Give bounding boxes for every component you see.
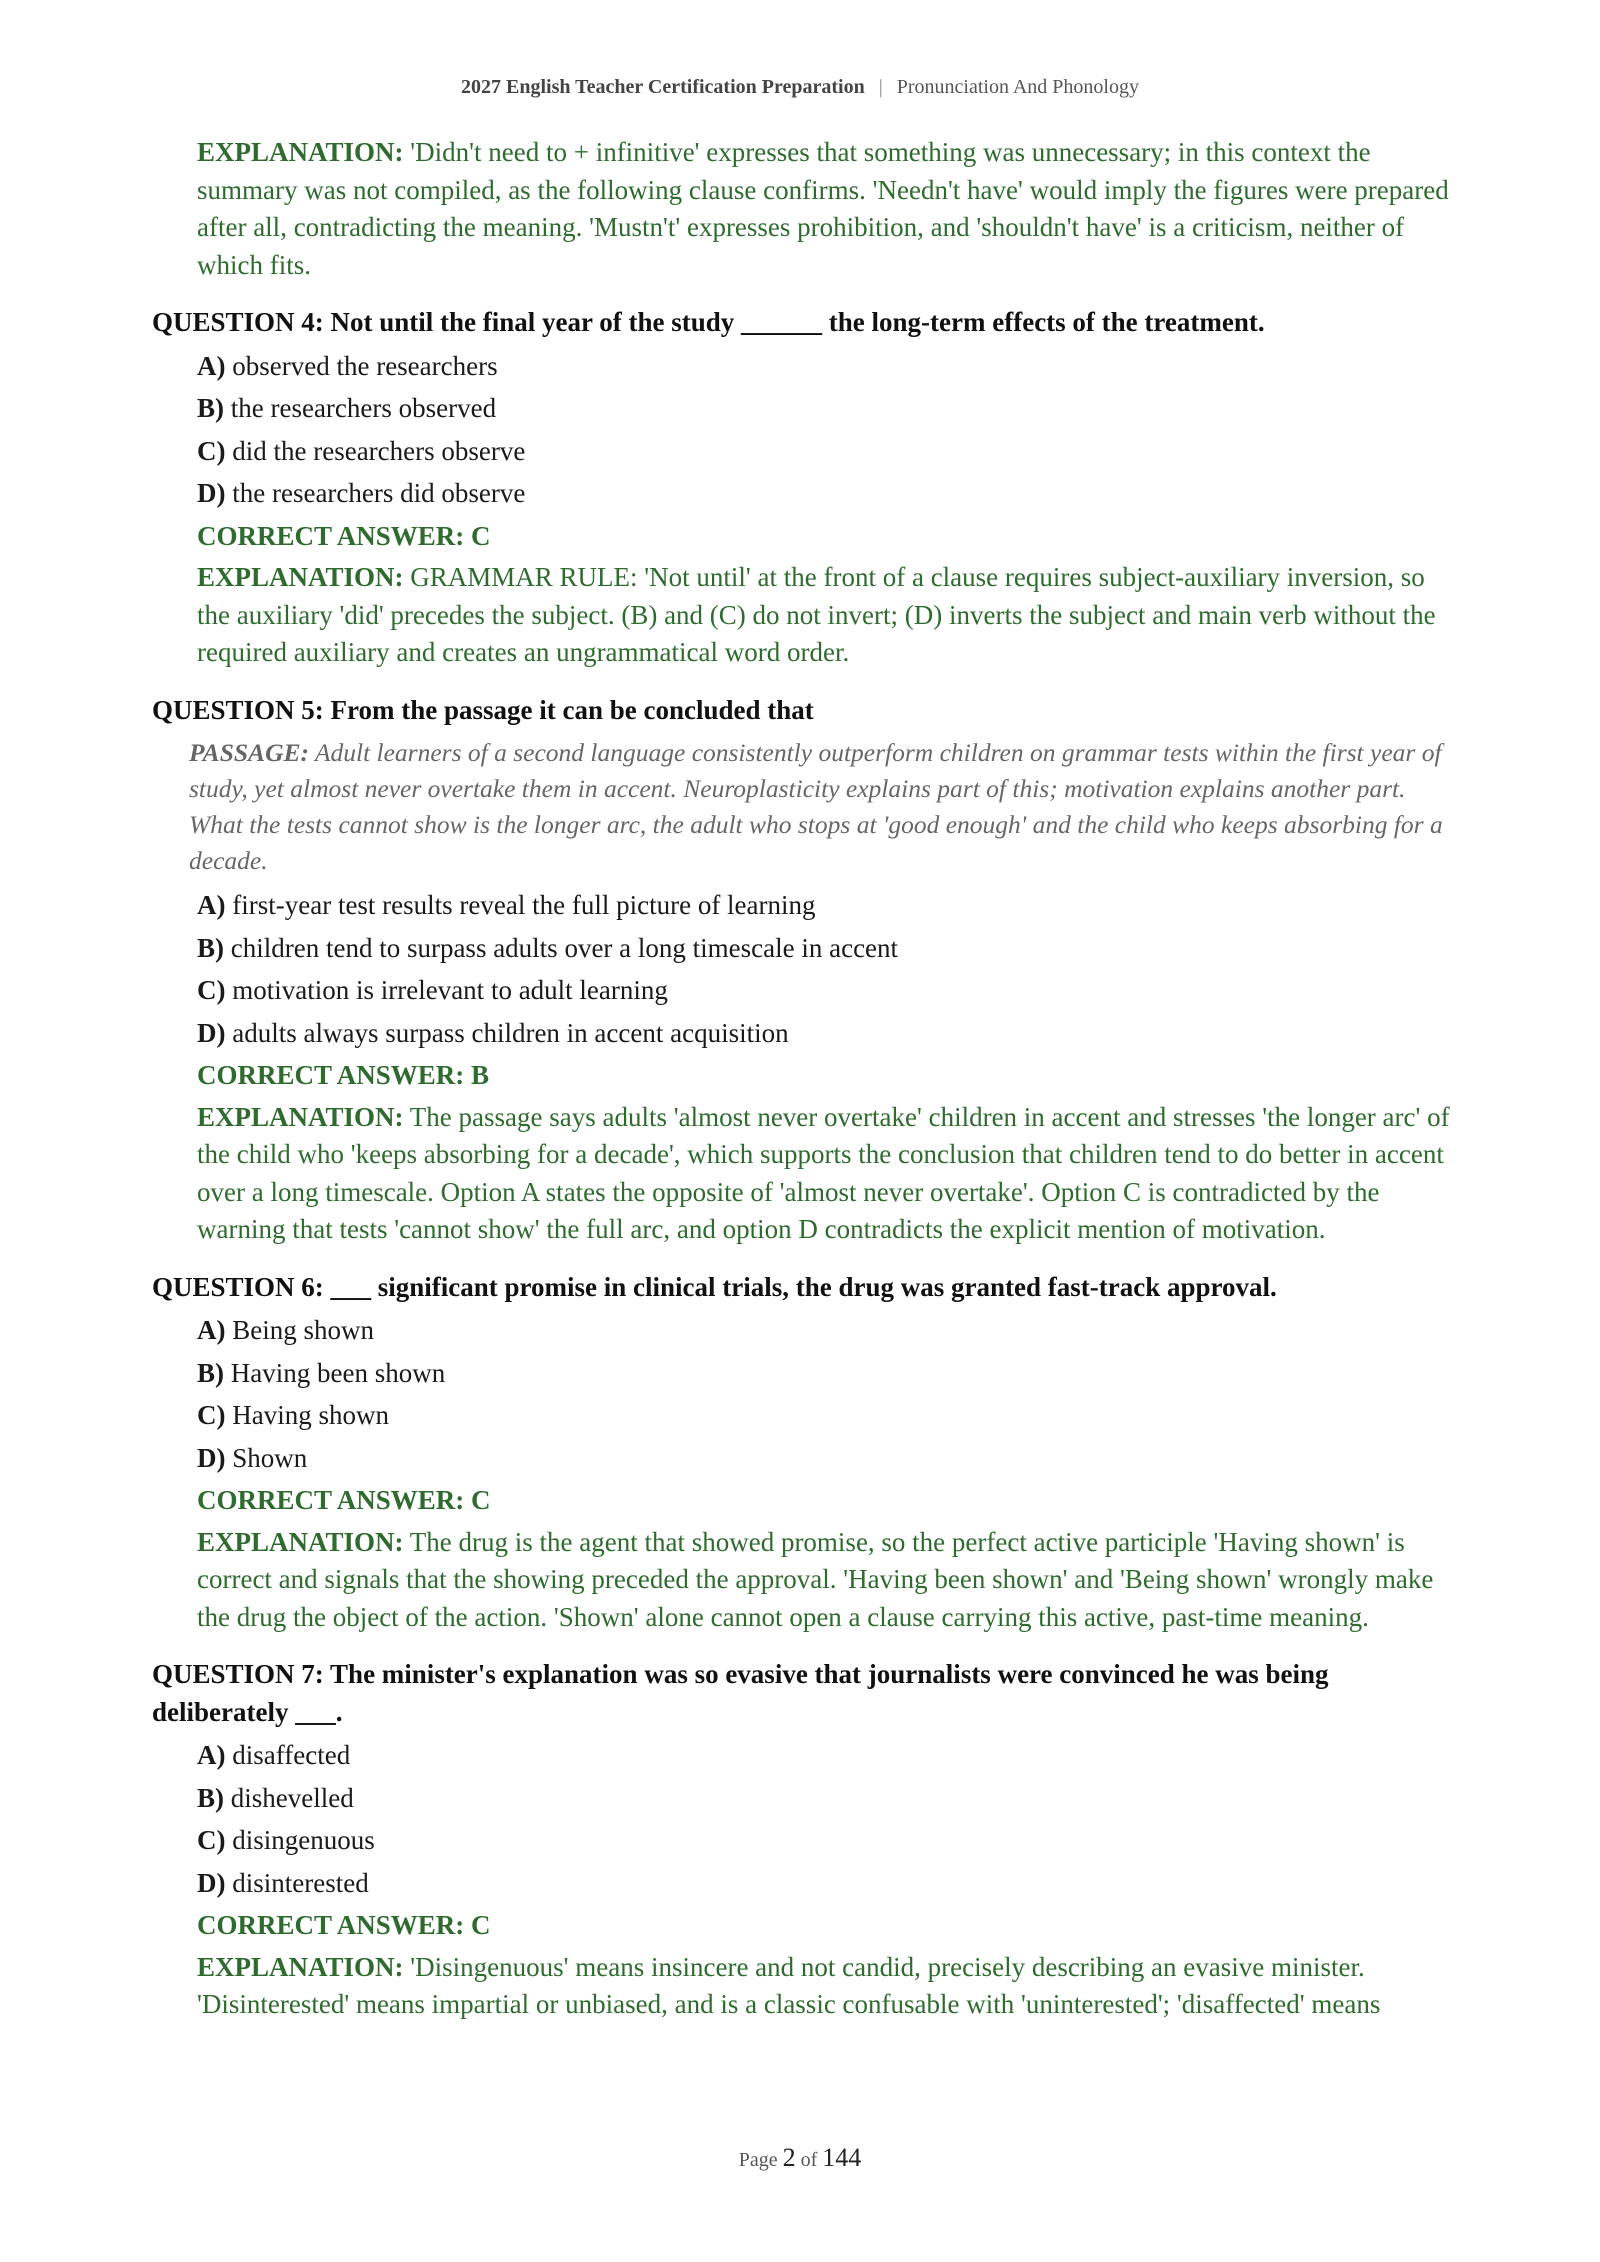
explanation-block [197,1524,1452,1637]
explanation-text: 'Disingenuous' means insincere and not candid, precisely describing an evasive minister. 'Disinterested' means impartial or unbiased, and is a classic confusable with 'uninterested'; 'disaffected' means [197,1951,1381,2019]
option-letter: B) [197,1357,224,1388]
explanation-text: GRAMMAR RULE: 'Not until' at the front of a clause requires subject-auxiliary inversion, so the auxiliary 'did' precedes the subject. (B) and (C) do not invert; (D) inverts the subject and main verb without the required auxiliary and creates an ungrammatical word order. [197,562,1436,667]
reading-passage [189,735,1452,879]
answer-option-d [197,475,1452,513]
explanation-block [197,559,1452,672]
option-letter: A) [197,350,226,381]
option-text: motivation is irrelevant to adult learning [232,975,668,1005]
answer-option-c [197,1822,1452,1860]
explanation-text: 'Didn't need to + infinitive' expresses that something was unnecessary; in this context the summary was not compiled, as the following clause confirms. 'Needn't have' would imply the figures were prepared after all, contradicting the meaning. 'Mustn't' expresses prohibition, and 'shouldn't have' is a criticism, neither of which fits. [197,137,1449,280]
question-stem: QUESTION 5: From the passage it can be concluded that [152,694,814,725]
answer-option-c [197,433,1452,471]
page-number: 2 [782,2143,796,2172]
option-text: disingenuous [232,1825,375,1855]
option-letter: D) [197,1867,226,1898]
option-letter: B) [197,393,224,423]
answer-option-a [197,1737,1452,1775]
option-letter: D) [197,1442,226,1473]
correct-answer: CORRECT ANSWER: B [197,1060,490,1090]
answer-option-a [197,887,1452,925]
explanation-text: The drug is the agent that showed promise, so the perfect active participle 'Having shown' is correct and signals that the showing preceded the approval. 'Having been shown' and 'Being shown' wrongly make the drug the object of the action. 'Shown' alone cannot open a clause carrying this active, past-time meaning. [197,1526,1434,1632]
option-letter: C) [197,1400,226,1430]
explanation-label: EXPLANATION: [197,562,404,592]
answer-option-d [197,1865,1452,1903]
question-5 [152,692,1452,1249]
option-letter: D) [197,1017,226,1048]
passage-text: Adult learners of a second language consistently outperform children on grammar tests within the first year of study, yet almost never overtake them in accent. Neuroplasticity explains part of this; motivation explains another part. What the tests cannot show is the longer arc, the adult who stops at 'good enough' and the child who keeps absorbing for a decade. [189,738,1443,875]
answer-option-c [197,1397,1452,1435]
page-word: Page [738,2149,778,2171]
page-footer [0,2143,1600,2173]
answer-option-b [197,390,1452,428]
explanation-block [197,1099,1452,1249]
answer-option-b [197,930,1452,968]
option-text: the researchers observed [230,393,497,423]
passage-label: PASSAGE: [189,738,309,767]
correct-answer: CORRECT ANSWER: C [197,1910,491,1940]
answer-option-c [197,972,1452,1010]
option-text: disaffected [232,1740,351,1770]
correct-answer: CORRECT ANSWER: C [197,520,491,551]
option-text: disinterested [232,1867,369,1898]
total-pages: 144 [822,2143,862,2172]
explanation-label: EXPLANATION: [197,1101,404,1132]
answer-option-b [197,1780,1452,1818]
option-letter: A) [197,1740,226,1770]
answer-option-d [197,1015,1452,1053]
option-text: Having been shown [230,1357,446,1388]
answer-option-a [197,348,1452,386]
option-letter: B) [197,1782,224,1813]
question-4 [152,304,1452,672]
page-content [152,134,1452,2024]
option-text: the researchers did observe [232,478,526,508]
explanation-block [197,1949,1452,2024]
option-text: observed the researchers [232,350,498,381]
option-letter: C) [197,435,226,466]
answer-option-a [197,1312,1452,1350]
option-letter: A) [197,1315,226,1345]
option-text: Having shown [232,1400,389,1430]
answer-option-b [197,1355,1452,1393]
question-stem: QUESTION 6: ___ significant promise in clinical trials, the drug was granted fast-track approval. [152,1271,1277,1302]
correct-answer: CORRECT ANSWER: C [197,1485,491,1515]
question-stem: QUESTION 7: The minister's explanation was so evasive that journalists were convinced he was being deliberately ___. [152,1659,1329,1727]
option-letter: B) [197,932,224,963]
option-letter: A) [197,890,226,920]
option-text: first-year test results reveal the full picture of learning [232,890,816,920]
option-text: dishevelled [230,1782,354,1813]
option-letter: C) [197,1825,226,1855]
option-letter: C) [197,975,226,1005]
option-text: did the researchers observe [232,435,526,466]
explanation-block [197,134,1452,284]
header-title: 2027 English Teacher Certification Preparation [461,76,865,98]
option-text: Shown [232,1442,308,1473]
option-text: adults always surpass children in accent acquisition [232,1017,789,1048]
explanation-label: EXPLANATION: [197,137,404,167]
option-text: children tend to surpass adults over a long timescale in accent [230,932,899,963]
question-7 [152,1656,1452,2024]
header-subtitle: Pronunciation And Phonology [896,76,1139,98]
question-stem: QUESTION 4: Not until the final year of the study ______ the long-term effects of the treatment. [152,307,1265,337]
explanation-label: EXPLANATION: [197,1526,404,1557]
explanation-text: The passage says adults 'almost never overtake' children in accent and stresses 'the longer arc' of the child who 'keeps absorbing for a decade', which supports the conclusion that children tend to do better in accent over a long timescale. Option A states the opposite of 'almost never overtake'. Option C is contradicted by the warning that tests 'cannot show' the full arc, and option D contradicts the explicit mention of motivation. [197,1101,1450,1244]
answer-option-d [197,1440,1452,1478]
running-header [0,76,1600,99]
option-text: Being shown [232,1315,374,1345]
question-6 [152,1269,1452,1637]
option-letter: D) [197,478,226,508]
of-word: of [800,2149,818,2171]
explanation-label: EXPLANATION: [197,1951,404,1982]
header-separator: | [878,76,883,98]
